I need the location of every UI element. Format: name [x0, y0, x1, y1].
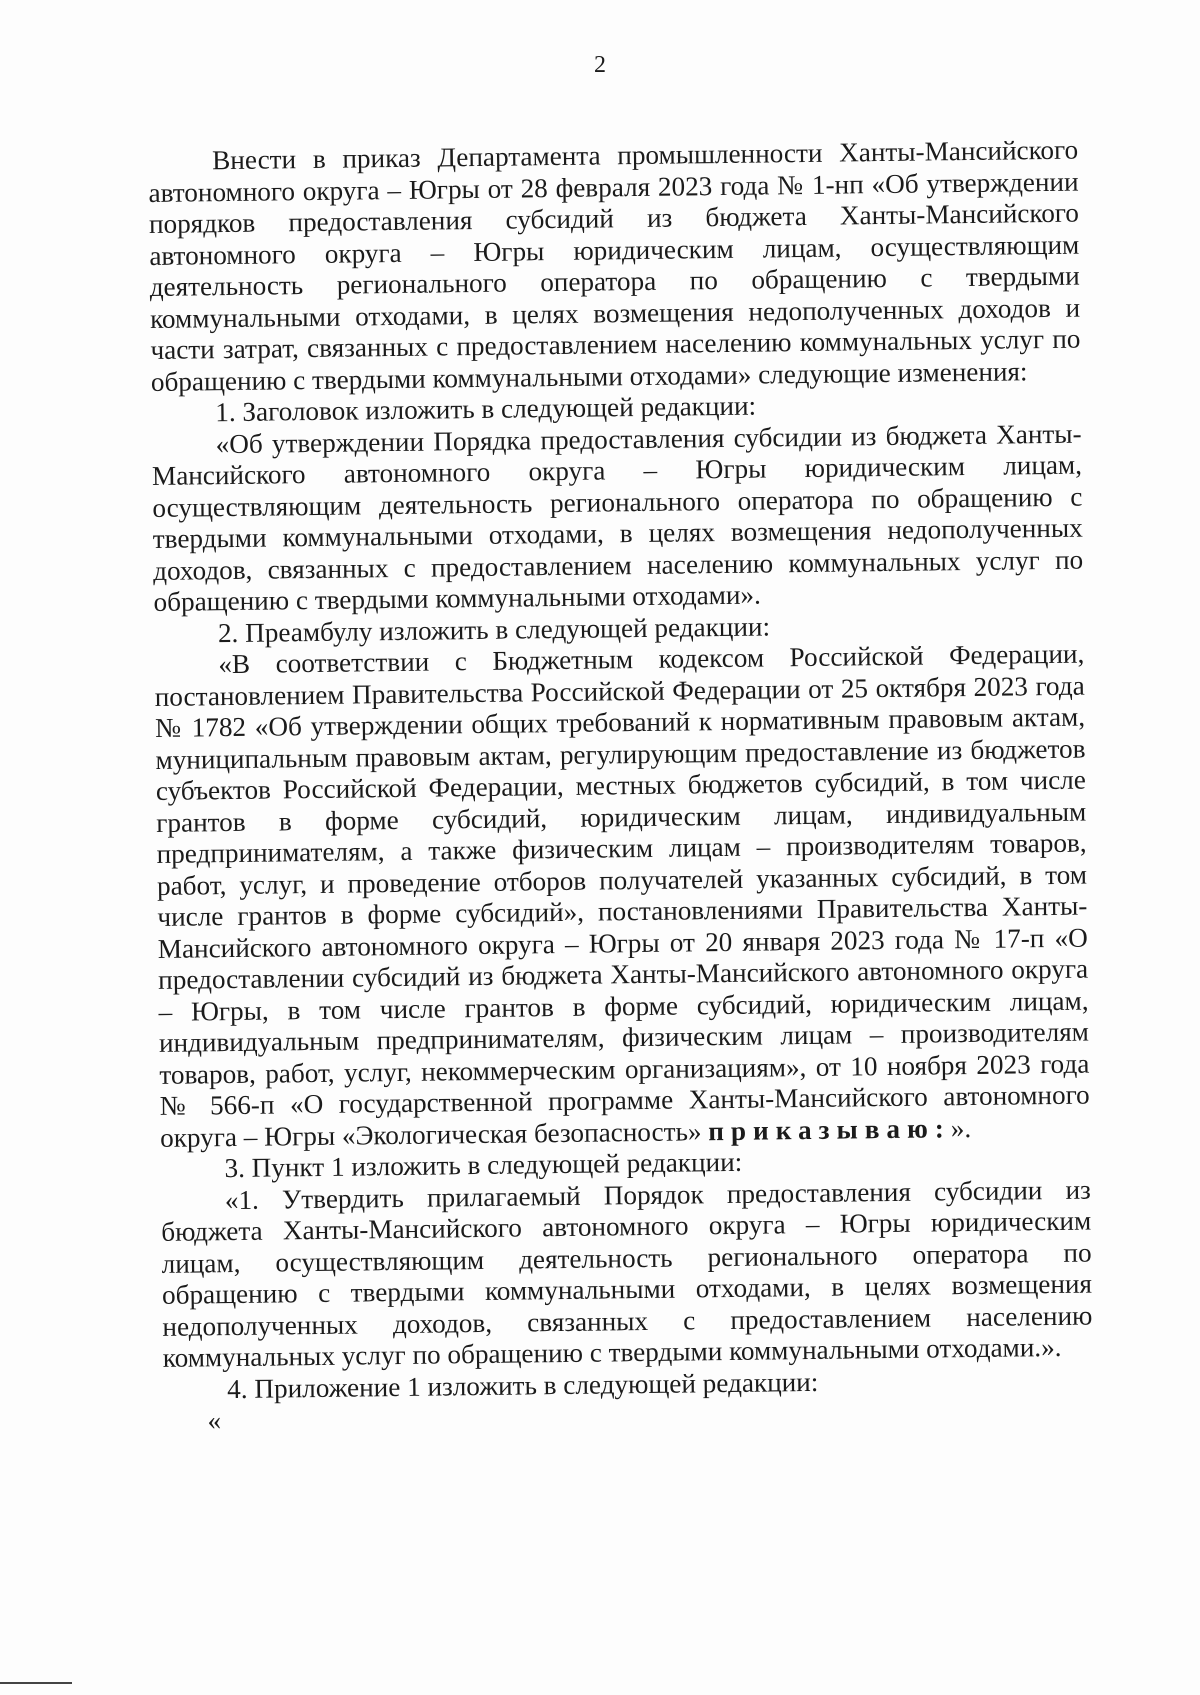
- item-3-heading: 3. Пункт 1 изложить в следующей редакции:: [224, 1146, 743, 1184]
- item-1-text: «Об утверждении Порядка предоставления субсидии из бюджета Ханты-Мансийского автономного округа – Югры юридическим лицам, осуществляющим деятельность регионального оператора по обращению с твердыми коммунальными отходами, в целях возмещения недополученных доходов, связанных с предоставлением населению коммунальных услуг по обращению с твердыми коммунальными отходами».: [151, 418, 1084, 617]
- document-body: [148, 135, 1094, 1438]
- intro-paragraph: Внести в приказ Департамента промышленности Ханты-Мансийского автономного округа – Югры от 28 февраля 2023 года № 1-нп «Об утверждении порядков предоставления субсидий из бюджета Ханты-Мансийского автономного округа – Югры юридическим лицам, осуществляющим деятельность регионального оператора по обращению с твердыми коммунальными отходами, в целях возмещения недополученных доходов и части затрат, связанных с предоставлением населению коммунальных услуг по обращению с твердыми коммунальными отходами» следующие изменения:: [148, 134, 1081, 397]
- order-word: приказываю:: [708, 1112, 952, 1146]
- opening-quote: «: [207, 1405, 222, 1436]
- preamble-closing: ».: [950, 1112, 972, 1143]
- item-2-heading: 2. Преамбулу изложить в следующей редакции:: [217, 610, 771, 648]
- item-4-heading: 4. Приложение 1 изложить в следующей редакции:: [227, 1366, 819, 1404]
- item-1-heading: 1. Заголовок изложить в следующей редакции:: [215, 390, 757, 428]
- scan-edge-line: [0, 1682, 72, 1684]
- preamble-text: «В соответствии с Бюджетным кодексом Российской Федерации, постановлением Правительства Российской Федерации от 25 октября 2023 года № 1782 «Об утверждении общих требований к нормативным правовым актам, муниципальным правовым актам, регулирующим предоставление из бюджетов субъектов Российской Федерации, местных бюджетов субсидий, в том числе грантов в форме субсидий, юридическим лицам, индивидуальным предпринимателям, а также физическим лицам – производителям товаров, работ, услуг, и проведение отборов получателей указанных субсидий, в том числе грантов в форме субсидий», постановлениями Правительства Ханты-Мансийского автономного округа – Югры от 20 января 2023 года № 17-п «О предоставлении субсидий из бюджета Ханты-Мансийского автономного округа – Югры, в том числе грантов в форме субсидий, юридическим лицам, индивидуальным предпринимателям, физическим лицам – производителям товаров, работ, услуг, некоммерческим организациям», от 10 ноября 2023 года № 566-п «О государственной программе Ханты-Мансийского автономного округа – Югры «Экологическая безопасность»: [154, 638, 1090, 1153]
- item-3-text: «1. Утвердить прилагаемый Порядок предоставления субсидии из бюджета Ханты-Мансийского автономного округа – Югры юридическим лицам, осуществляющим деятельность регионального оператора по обращению с твердыми коммунальными отходами, в целях возмещения недополученных доходов, связанных с предоставлением населению коммунальных услуг по обращению с твердыми коммунальными отходами.».: [161, 1174, 1093, 1373]
- item-2-text: [154, 639, 1090, 1154]
- page-number: 2: [594, 52, 606, 78]
